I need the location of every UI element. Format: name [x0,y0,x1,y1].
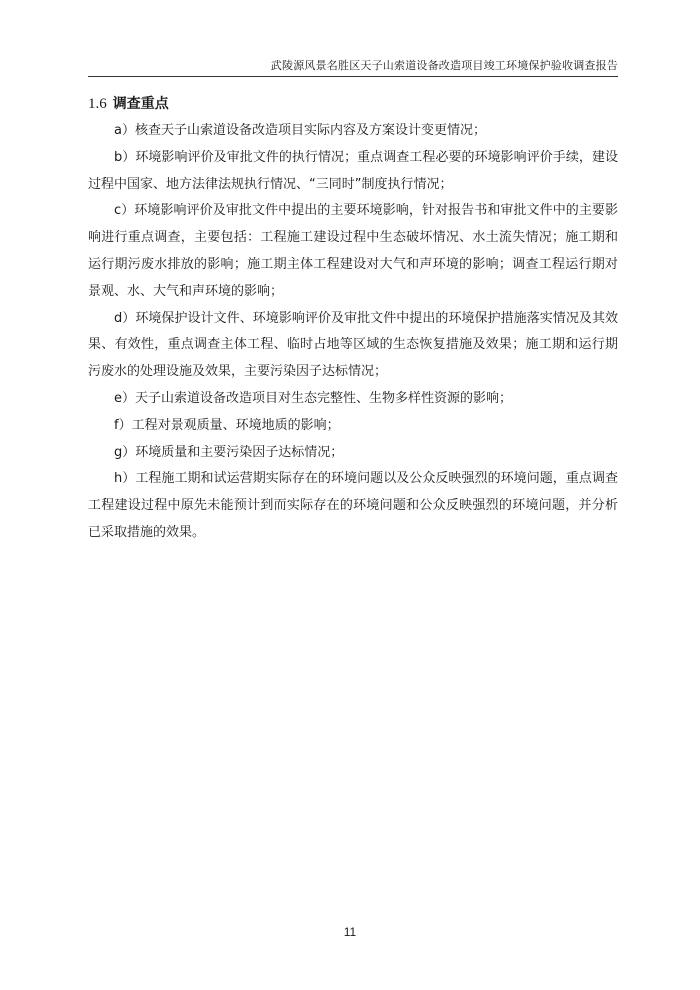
paragraph-b: b）环境影响评价及审批文件的执行情况；重点调查工程必要的环境影响评价手续，建设过程中国家、地方法律法规执行情况、“三同时”制度执行情况； [88,149,618,192]
paragraph-h: h）工程施工期和试运营期实际存在的环境问题以及公众反映强烈的环境问题，重点调查工程建设过程中原先未能预计到而实际存在的环境问题和公众反映强烈的环境问题，并分析已采取措施的效果。 [88,471,618,540]
paragraph-g: g）环境质量和主要污染因子达标情况； [114,444,344,460]
paragraph-f: f）工程对景观质量、环境地质的影响； [114,417,340,433]
body-text [88,118,618,547]
page-number: 11 [343,925,357,939]
section-heading [88,94,169,114]
header-divider [88,76,618,77]
section-title: 调查重点 [112,96,169,112]
section-number: 1.6 [88,96,107,112]
paragraph-e: e）天子山索道设备改造项目对生态完整性、生物多样性资源的影响； [114,390,512,406]
running-header: 武陵源风景名胜区天子山索道设备改造项目竣工环境保护验收调查报告 [270,59,618,72]
paragraph-c: c）环境影响评价及审批文件中提出的主要环境影响，针对报告书和审批文件中的主要影响进行重点调查，主要包括：工程施工建设过程中生态破坏情况、水土流失情况；施工期和运行期污废水排放的影响；施工期主体工程建设对大气和声环境的影响；调查工程运行期对景观、水、大气和声环境的影响； [88,203,618,299]
paragraph-d: d）环境保护设计文件、环境影响评价及审批文件中提出的环境保护措施落实情况及其效果、有效性，重点调查主体工程、临时占地等区域的生态恢复措施及效果；施工期和运行期污废水的处理设施及效果，主要污染因子达标情况； [88,310,618,380]
paragraph-a: a）核查天子山索道设备改造项目实际内容及方案设计变更情况； [114,123,486,138]
